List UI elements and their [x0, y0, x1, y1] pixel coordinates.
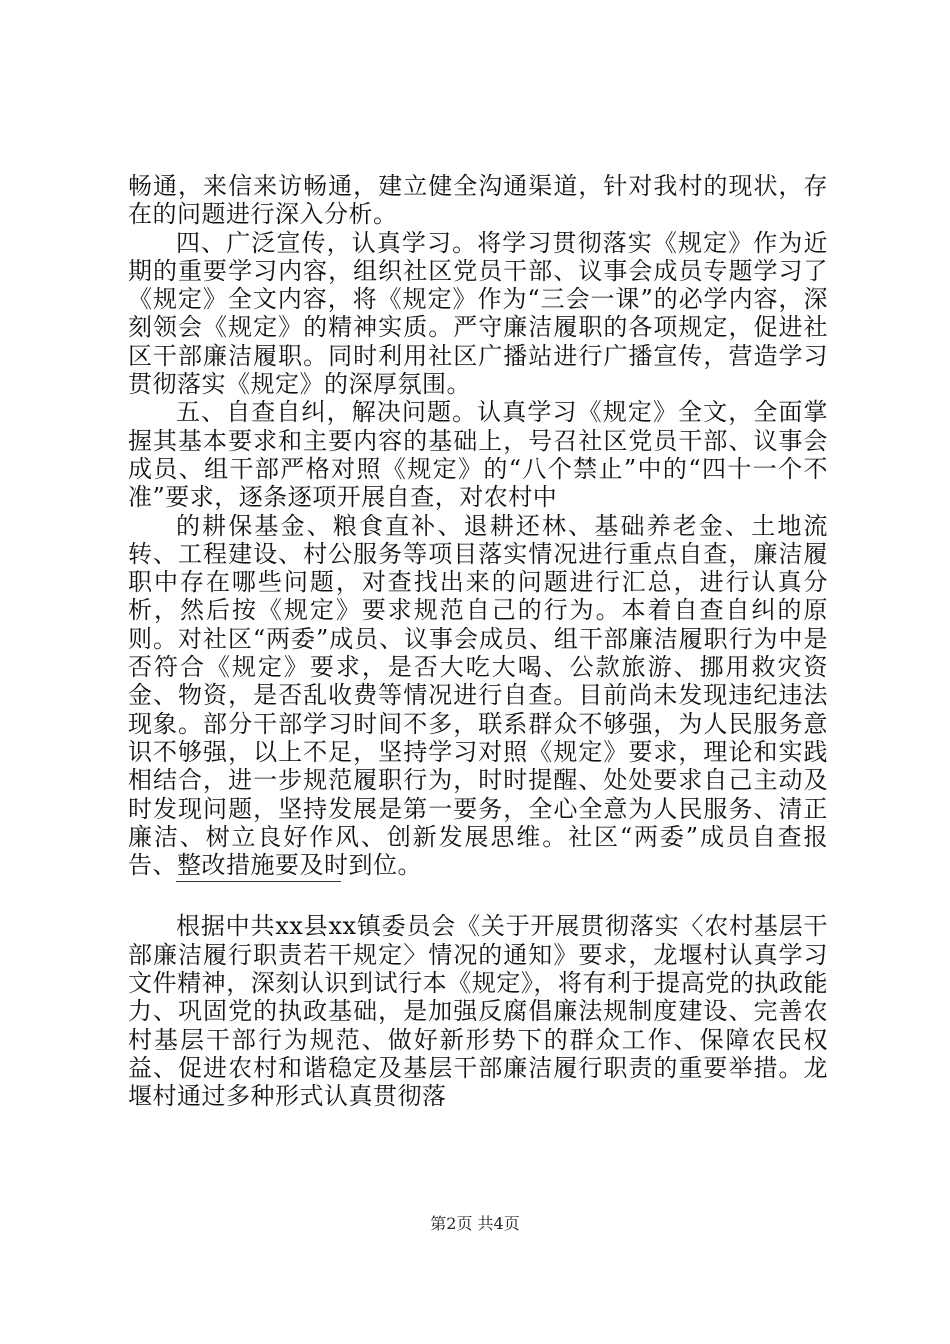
paragraph-second-document: 根据中共xx县xx镇委员会《关于开展贯彻落实〈农村基层干部廉洁履行职责若干规定〉情况的通知》要求，龙堰村认真学习文件精神，深刻认识到试行本《规定》，将有利于提高党的执政能力、巩固党的执政基础，是加强反腐倡廉法规制度建设、完善农村基层干部行为规范、做好新形势下的群众工作、保障农民权益、促进农村和谐稳定及基层干部廉洁履行职责的重要举措。龙堰村通过多种形式认真贯彻落: [128, 912, 828, 1111]
paragraph-section-four: 四、广泛宣传，认真学习。将学习贯彻落实《规定》作为近期的重要学习内容，组织社区党员干部、议事会成员专题学习了《规定》全文内容，将《规定》作为“三会一课”的必学内容，深刻领会《规定》的精神实质。严守廉洁履职的各项规定，促进社区干部廉洁履职。同时利用社区广播站进行广播宣传，营造学习贯彻落实《规定》的深厚氛围。: [128, 228, 828, 399]
page-number-footer: 第2页 共4页: [430, 1214, 520, 1233]
paragraph-section-five: 五、自查自纠，解决问题。认真学习《规定》全文，全面掌握其基本要求和主要内容的基础上，号召社区党员干部、议事会成员、组干部严格对照《规定》的“八个禁止”中的“四十一个不准”要求，逐条逐项开展自查，对农村中: [128, 398, 828, 512]
paragraph-section-five-continued: 的耕保基金、粮食直补、退耕还林、基础养老金、土地流转、工程建设、村公服务等项目落实情况进行重点自查，廉洁履职中存在哪些问题，对查找出来的问题进行汇总，进行认真分析，然后按《规定》要求规范自己的行为。本着自查自纠的原则。对社区“两委”成员、议事会成员、组干部廉洁履职行为中是否符合《规定》要求，是否大吃大喝、公款旅游、挪用救灾资金、物资，是否乱收费等情况进行自查。目前尚未发现违纪违法现象。部分干部学习时间不多，联系群众不够强，为人民服务意识不够强，以上不足，坚持学习对照《规定》要求，理论和实践相结合，进一步规范履职行为，时时提醒、处处要求自己主动及时发现问题，坚持发展是第一要务，全心全意为人民服务、清正廉洁、树立良好作风、创新发展思维。社区“两委”成员自查报告、整改措施要及时到位。: [128, 511, 828, 880]
document-body: [128, 172, 828, 1111]
divider-spacing: [128, 882, 828, 912]
paragraph-continuation: 畅通，来信来访畅通，建立健全沟通渠道，针对我村的现状，存在的问题进行深入分析。: [128, 172, 828, 229]
